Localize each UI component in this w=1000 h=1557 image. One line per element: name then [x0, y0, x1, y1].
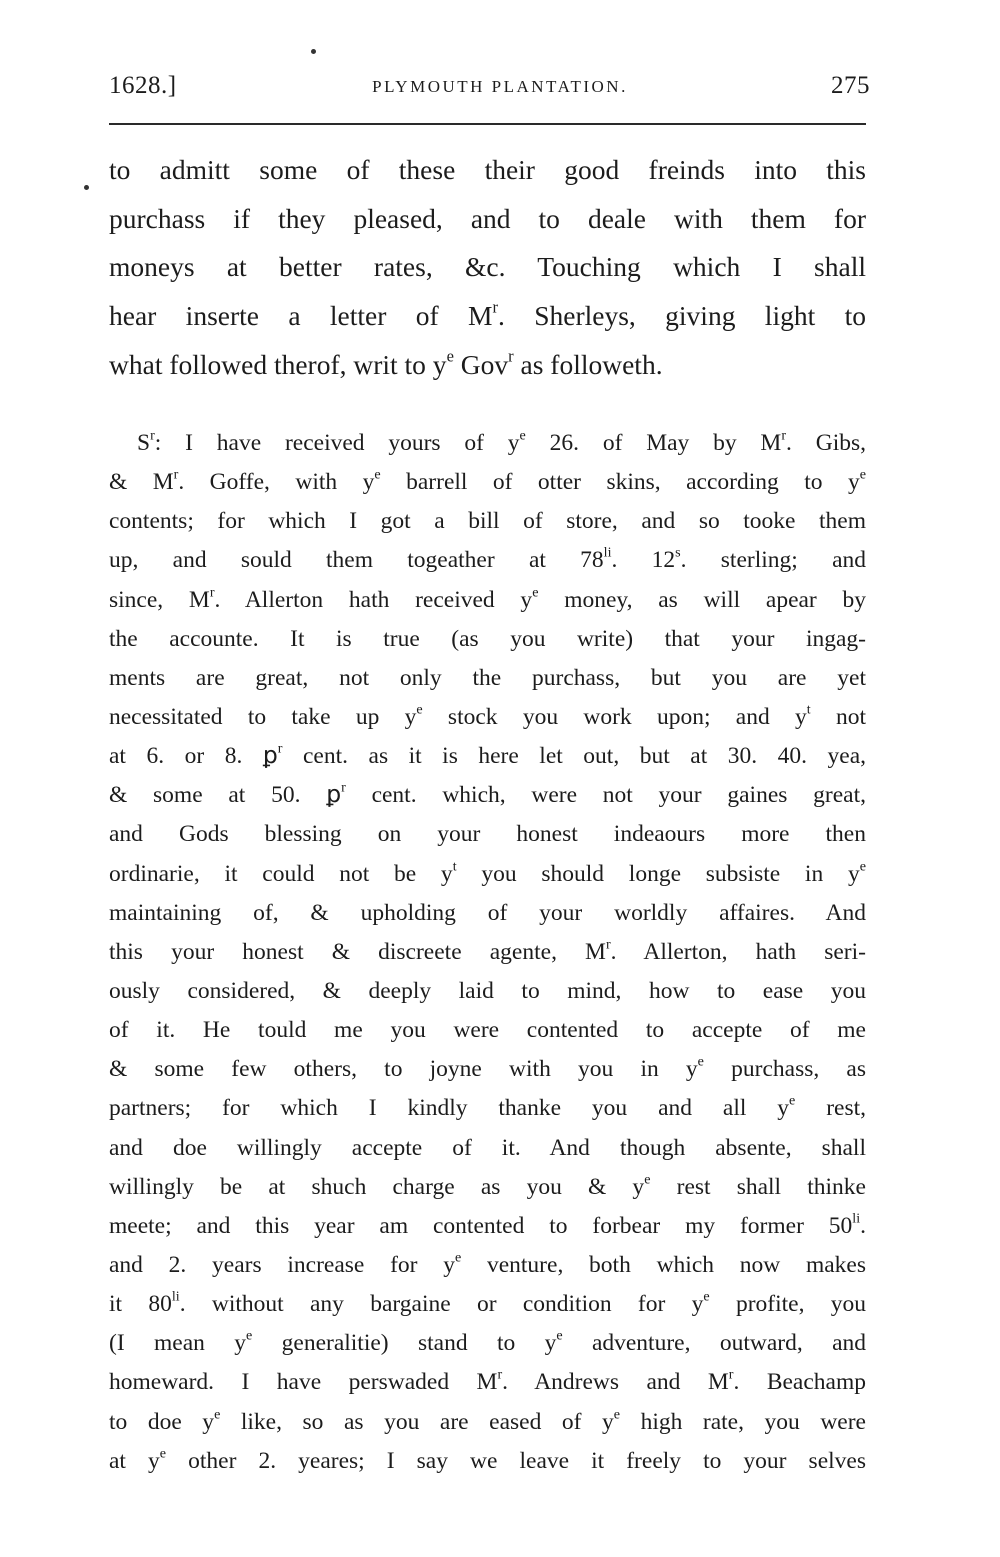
text-line: and 2. years increase for $y^e$ venture, both which now makes: [109, 1249, 866, 1278]
text-line: hear inserte a letter of $M^r$. Sherleys, giving light to: [109, 297, 866, 332]
running-head-title: PLYMOUTH PLANTATION.: [372, 77, 628, 96]
text-line: to doe $y^e$ like, so as you are eased of $y^e$ high rate, you were: [109, 1405, 866, 1435]
text-line: the accounte. It is true (as you write) that your ingag-: [109, 625, 866, 652]
text-line: what followed therof, writ to $y^e$ Gov$^r$ as followeth.: [109, 346, 663, 380]
text-line: & some at 50. ꝑ$^r$ cent. which, were not your gaines great,: [109, 779, 866, 809]
print-speck: [311, 49, 316, 54]
text-line: homeward. I have perswaded $M^r$. Andrews and $M^r$. Beachamp: [109, 1366, 866, 1396]
running-head-year: 1628.]: [109, 72, 177, 99]
intro-paragraph: [109, 146, 866, 389]
text-line: up, and sould them togeather at $78^{li}$. 12$^s$. sterling; and: [109, 544, 867, 574]
text-line: since, $M^r$. Allerton hath received $y^e$ money, as will apear by: [109, 584, 866, 613]
text-line: moneys at better rates, &c. Touching which I shall: [109, 251, 866, 283]
text-line: and Gods blessing on your honest indeaours more then: [109, 821, 866, 848]
text-line: ordinarie, it could not be $y^t$ you should longe subsiste in $y^e$: [109, 857, 866, 887]
text-line: purchass if they pleased, and to deale with them for: [109, 202, 866, 234]
text-line: necessitated to take up $y^e$ stock you work upon; and $y^t$ not: [109, 701, 866, 730]
text-line: ments are great, not only the purchass, but you are yet: [109, 664, 866, 691]
text-line: at 6. or 8. ꝑ$^r$ cent. as it is here let out, but at 30. 40. yea,: [109, 740, 866, 770]
text-line: this your honest & discreete agente, $M^r$. Allerton, hath seri-: [109, 936, 866, 965]
page-number: 275: [831, 72, 870, 99]
text-line: of it. He tould me you were contented to accepte of me: [109, 1017, 866, 1044]
text-line: $S^r$: I have received yours of $y^e$ 26. of May by $M^r$. Gibs,: [137, 427, 867, 456]
text-line: (I mean $y^e$ generalitie) stand to $y^e$ adventure, outward, and: [109, 1327, 866, 1357]
text-line: and doe willingly accepte of it. And though absente, shall: [109, 1134, 866, 1161]
text-line: to admitt some of these their good freinds into this: [109, 154, 866, 185]
text-line: willingly be at shuch charge as you & $y^e$ rest shall thinke: [109, 1171, 866, 1200]
text-line: at $y^e$ other 2. yeares; I say we leave it freely to your selves: [109, 1445, 866, 1474]
text-line: partners; for which I kindly thanke you and all $y^e$ rest,: [109, 1092, 866, 1122]
text-line: & some few others, to joyne with you in $y^e$ purchass, as: [109, 1053, 866, 1083]
text-line: maintaining of, & upholding of your worldly affaires. And: [109, 899, 866, 926]
text-line: meete; and this year am contented to forbear my former $50^{li}$.: [109, 1210, 866, 1239]
text-line: ously considered, & deeply laid to mind, how to ease you: [109, 977, 866, 1004]
header-rule: [109, 123, 866, 125]
text-line: contents; for which I got a bill of store, and so tooke them: [109, 508, 866, 535]
text-line: & $M^r$. Goffe, with $y^e$ barrell of otter skins, according to $y^e$: [109, 466, 866, 496]
letter-paragraph: [109, 424, 866, 1481]
print-speck: [84, 185, 89, 190]
text-line: it $80^{li}$. without any bargaine or condition for $y^e$ profite, you: [109, 1288, 866, 1318]
